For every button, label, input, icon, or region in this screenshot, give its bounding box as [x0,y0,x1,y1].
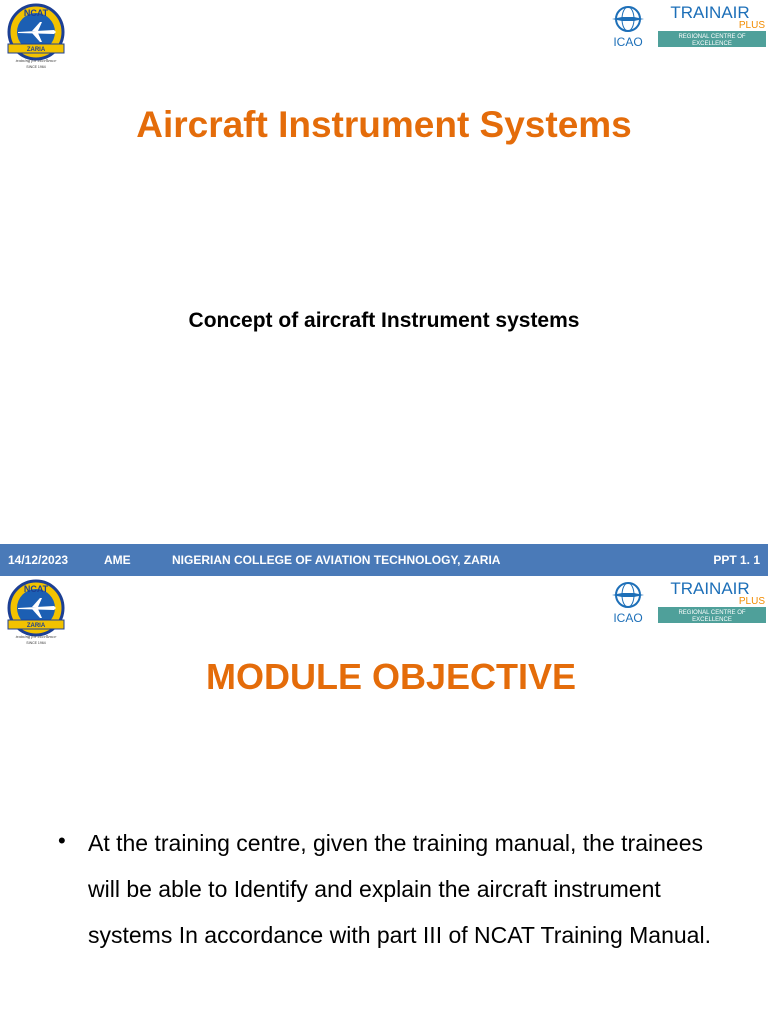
svg-text:TRAINAIR: TRAINAIR [670,579,750,598]
bullet-icon: • [58,828,66,853]
icao-trainair-logo [606,2,768,50]
svg-text:PLUS: PLUS [738,596,765,607]
objective-text: At the training centre, given the training manual, the trainees will be able to Identify and explain the aircraft instrument systems In accordance with part III of NCAT Training Manual. [88,830,711,948]
svg-text:ICAO: ICAO [613,611,643,625]
svg-text:ZARIA: ZARIA [26,623,46,629]
ncat-logo [4,2,68,70]
svg-text:SINCE 1964: SINCE 1964 [26,641,46,645]
svg-text:EXCELLENCE: EXCELLENCE [692,617,732,623]
svg-text:REGIONAL CENTRE OF: REGIONAL CENTRE OF [678,610,746,616]
icao-trainair-logo [606,578,768,626]
footer-college: NIGERIAN COLLEGE OF AVIATION TECHNOLOGY, ZARIA [172,553,501,567]
svg-text:NCAT: NCAT [23,584,49,594]
slide-2 [0,576,768,1024]
footer-department: AME [104,553,131,567]
svg-text:SINCE 1964: SINCE 1964 [26,65,46,69]
slide-title: Aircraft Instrument Systems [136,104,632,145]
svg-text:training for excellence: training for excellence [15,634,57,639]
svg-text:training for excellence: training for excellence [15,58,57,63]
svg-text:NCAT: NCAT [23,8,49,18]
svg-text:PLUS: PLUS [738,20,765,31]
svg-text:TRAINAIR: TRAINAIR [670,3,750,22]
module-objective-title: MODULE OBJECTIVE [205,656,577,697]
svg-text:ZARIA: ZARIA [26,47,46,53]
svg-text:REGIONAL CENTRE OF: REGIONAL CENTRE OF [678,34,746,40]
ncat-logo [4,578,68,646]
footer-slide-number: PPT 1. 1 [713,553,760,567]
slide-footer [0,544,768,576]
footer-date: 14/12/2023 [8,553,69,567]
svg-text:ICAO: ICAO [613,35,643,49]
slide-subtitle: Concept of aircraft Instrument systems [188,309,580,332]
svg-text:EXCELLENCE: EXCELLENCE [692,41,732,47]
